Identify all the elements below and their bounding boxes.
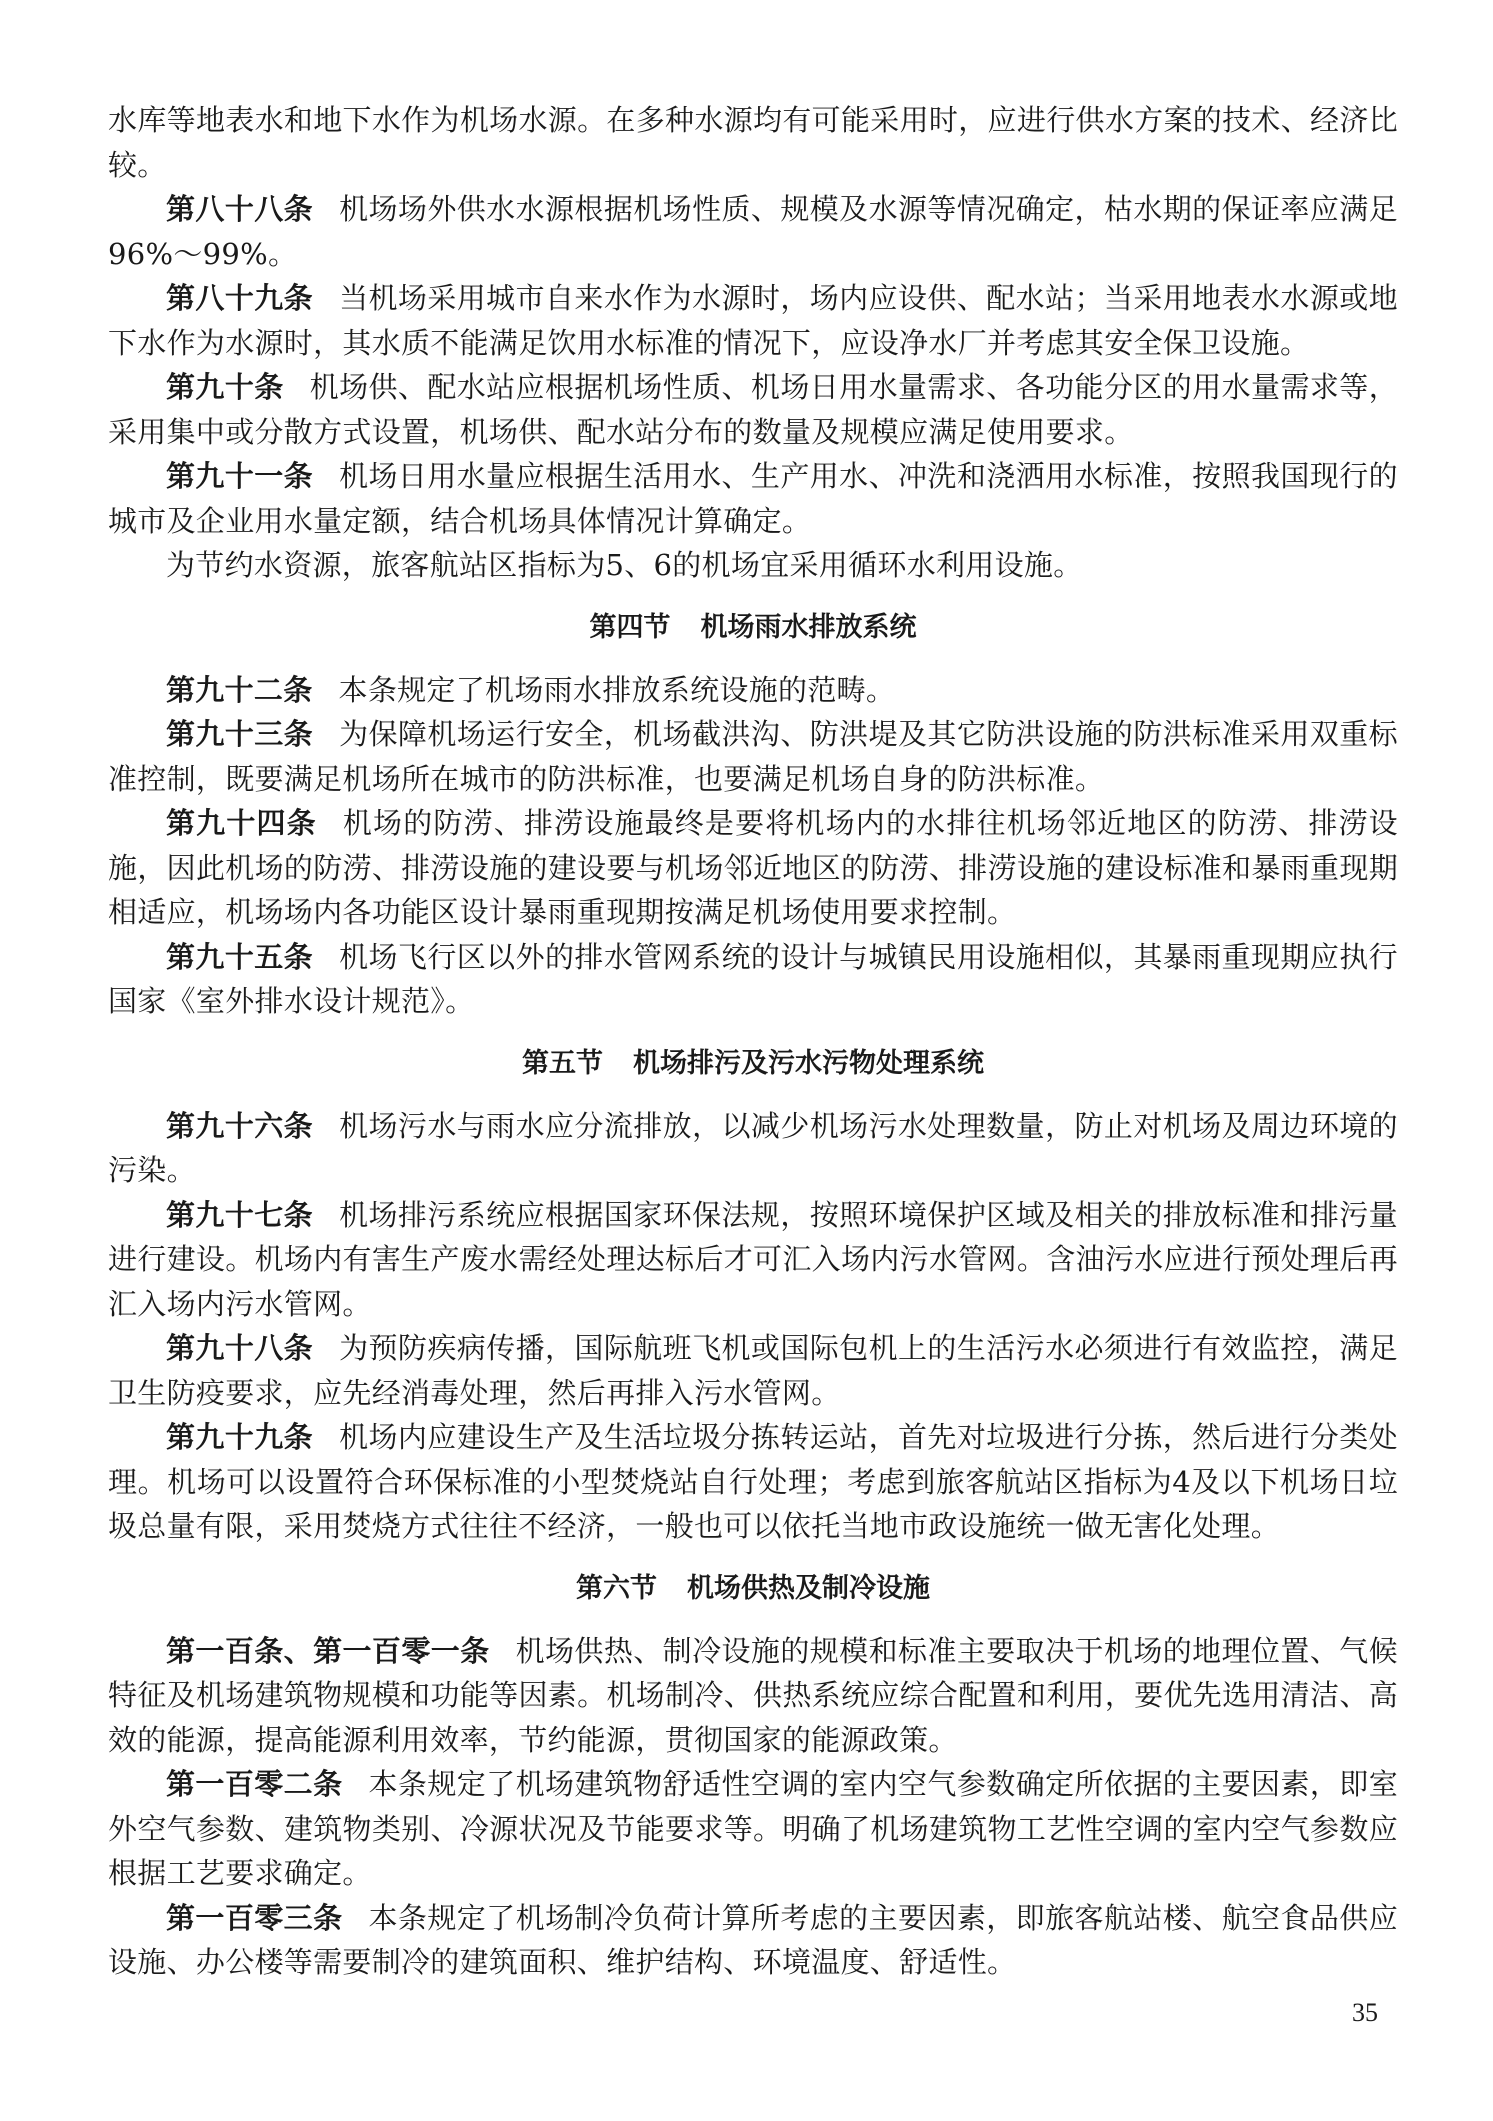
article-number: 第八十八条 <box>166 192 314 226</box>
section-number: 第五节 <box>522 1047 603 1079</box>
paragraph-text: 机场污水与雨水应分流排放，以减少机场污水处理数量，防止对机场及周边环境的污染。 <box>108 1108 1398 1187</box>
section-number: 第六节 <box>576 1572 657 1604</box>
paragraph <box>108 712 1398 801</box>
article-number: 第九十条 <box>166 370 284 404</box>
article-number: 第九十九条 <box>166 1420 314 1454</box>
section-title: 机场雨水排放系统 <box>700 611 917 643</box>
article-number: 第九十五条 <box>166 939 314 974</box>
section-heading <box>108 1042 1398 1086</box>
paragraph-text: 机场供热、制冷设施的规模和标准主要取决于机场的地理位置、气候特征及机场建筑物规模和功能等因素。机场制冷、供热系统应综合配置和利用，要优先选用清洁、高效的能源，提高能源利用效率，节约能源，贯彻国家的能源政策。 <box>108 1633 1398 1757</box>
paragraph <box>108 1104 1398 1193</box>
paragraph-text: 机场内应建设生产及生活垃圾分拣转运站，首先对垃圾进行分拣，然后进行分类处理。机场可以设置符合环保标准的小型焚烧站自行处理；考虑到旅客航站区指标为4及以下机场日垃圾总量有限，采用焚烧方式往往不经济，一般也可以依托当地市政设施统一做无害化处理。 <box>108 1420 1398 1543</box>
paragraph-group-section-3 <box>108 98 1398 588</box>
paragraph-text: 本条规定了机场制冷负荷计算所考虑的主要因素，即旅客航站楼、航空食品供应设施、办公楼等需要制冷的建筑面积、维护结构、环境温度、舒适性。 <box>108 1900 1398 1979</box>
paragraph <box>108 1629 1398 1763</box>
article-number: 第一百零二条 <box>166 1767 343 1801</box>
section-heading <box>108 1567 1398 1611</box>
article-number: 第八十九条 <box>166 281 314 315</box>
article-number: 第一百零三条 <box>166 1900 343 1935</box>
paragraph <box>108 276 1398 365</box>
paragraph <box>108 668 1398 713</box>
article-number: 第九十二条 <box>166 672 313 707</box>
paragraph-text: 当机场采用城市自来水作为水源时，场内应设供、配水站；当采用地表水水源或地下水作为水源时，其水质不能满足饮用水标准的情况下，应设净水厂并考虑其安全保卫设施。 <box>108 281 1398 360</box>
paragraph <box>108 365 1398 454</box>
paragraph-text: 机场日用水量应根据生活用水、生产用水、冲洗和浇洒用水标准，按照我国现行的城市及企业用水量定额，结合机场具体情况计算确定。 <box>108 459 1398 538</box>
paragraph <box>108 1762 1398 1896</box>
paragraph <box>108 543 1398 588</box>
paragraph-text: 为预防疾病传播，国际航班飞机或国际包机上的生活污水必须进行有效监控，满足卫生防疫要求，应先经消毒处理，然后再排入污水管网。 <box>108 1331 1398 1410</box>
document-page <box>108 98 1398 1985</box>
section-title: 机场供热及制冷设施 <box>687 1572 930 1604</box>
paragraph-text: 为节约水资源，旅客航站区指标为5、6的机场宜采用循环水利用设施。 <box>166 548 1083 582</box>
paragraph <box>108 187 1398 276</box>
paragraph-group-section-6 <box>108 1629 1398 1985</box>
paragraph-text: 水库等地表水和地下水作为机场水源。在多种水源均有可能采用时，应进行供水方案的技术、经济比较。 <box>108 103 1398 182</box>
paragraph-text: 机场的防涝、排涝设施最终是要将机场内的水排往机场邻近地区的防涝、排涝设施，因此机场的防涝、排涝设施的建设要与机场邻近地区的防涝、排涝设施的建设标准和暴雨重现期相适应，机场场内各功能区设计暴雨重现期按满足机场使用要求控制。 <box>108 806 1398 929</box>
paragraph <box>108 1193 1398 1327</box>
section-heading <box>108 606 1398 650</box>
page-number: 35 <box>1352 1998 1378 2027</box>
section-number: 第四节 <box>589 611 671 643</box>
section-title: 机场排污及污水污物处理系统 <box>633 1047 984 1079</box>
paragraph <box>108 1415 1398 1549</box>
paragraph-group-section-4 <box>108 668 1398 1024</box>
article-number: 第九十三条 <box>166 717 314 751</box>
paragraph <box>108 454 1398 543</box>
paragraph-group-section-5 <box>108 1104 1398 1549</box>
paragraph <box>108 98 1398 187</box>
paragraph-text: 机场飞行区以外的排水管网系统的设计与城镇民用设施相似，其暴雨重现期应执行国家《室外排水设计规范》。 <box>108 939 1398 1018</box>
paragraph-text: 本条规定了机场建筑物舒适性空调的室内空气参数确定所依据的主要因素，即室外空气参数、建筑物类别、冷源状况及节能要求等。明确了机场建筑物工艺性空调的室内空气参数应根据工艺要求确定。 <box>108 1767 1398 1890</box>
paragraph <box>108 1326 1398 1415</box>
paragraph <box>108 935 1398 1024</box>
paragraph-text: 机场供、配水站应根据机场性质、机场日用水量需求、各功能分区的用水量需求等，采用集中或分散方式设置，机场供、配水站分布的数量及规模应满足使用要求。 <box>108 370 1398 449</box>
article-number: 第九十八条 <box>166 1331 314 1365</box>
article-number: 第九十四条 <box>166 806 317 840</box>
paragraph <box>108 1896 1398 1985</box>
paragraph <box>108 801 1398 935</box>
article-number: 第一百条、第一百零一条 <box>166 1633 490 1668</box>
paragraph-text: 为保障机场运行安全，机场截洪沟、防洪堤及其它防洪设施的防洪标准采用双重标准控制，既要满足机场所在城市的防洪标准，也要满足机场自身的防洪标准。 <box>108 717 1398 796</box>
article-number: 第九十六条 <box>166 1108 314 1143</box>
paragraph-text: 机场场外供水水源根据机场性质、规模及水源等情况确定，枯水期的保证率应满足96%～99%。 <box>108 192 1398 271</box>
article-number: 第九十一条 <box>166 459 314 493</box>
paragraph-text: 机场排污系统应根据国家环保法规，按照环境保护区域及相关的排放标准和排污量进行建设。机场内有害生产废水需经处理达标后才可汇入场内污水管网。含油污水应进行预处理后再汇入场内污水管网。 <box>108 1197 1398 1321</box>
paragraph-text: 本条规定了机场雨水排放系统设施的范畴。 <box>338 672 896 707</box>
article-number: 第九十七条 <box>166 1197 314 1232</box>
